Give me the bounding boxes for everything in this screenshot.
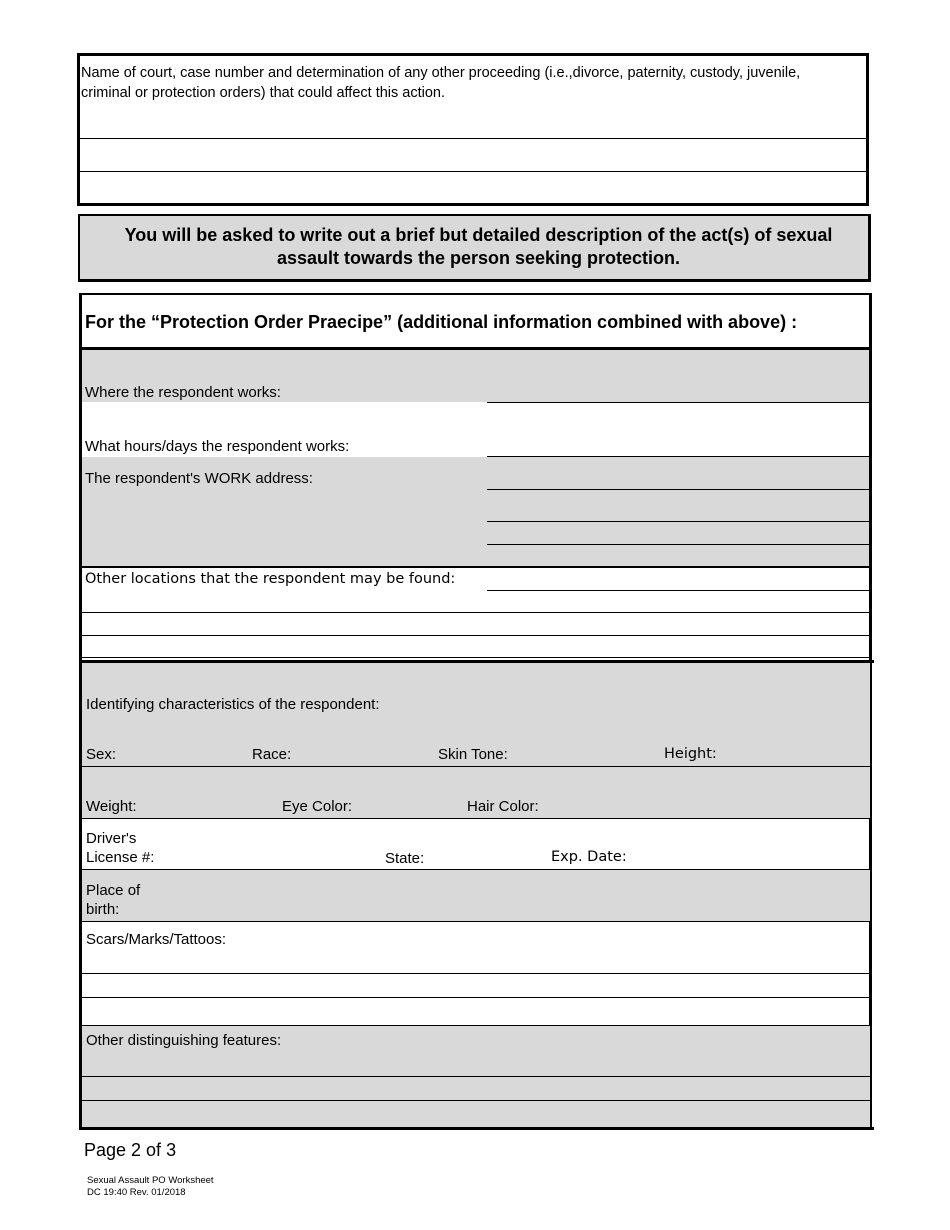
drivers-license-input[interactable] [162, 847, 377, 867]
chars-title: Identifying characteristics of the respondent: [86, 696, 380, 713]
other-locations-line-1 [487, 590, 870, 591]
other-features-line-2 [82, 1100, 870, 1101]
other-features-label: Other distinguishing features: [86, 1032, 282, 1049]
row-birth-rule [82, 921, 870, 922]
scars-input-2[interactable] [86, 977, 865, 995]
proceedings-label: Name of court, case number and determination of any other proceeding (i.e.,divorce, paternity, custody, juvenile, criminal or protection orders) that could affect this action. [81, 65, 801, 101]
other-locations-input-4[interactable] [86, 638, 865, 656]
height-label: Height: [664, 746, 717, 762]
other-features-input-1[interactable] [295, 1030, 865, 1050]
chars-top-rule [82, 660, 874, 663]
scars-line-3 [82, 1025, 870, 1026]
work-address-input-3[interactable] [490, 524, 865, 542]
work-address-line-1 [487, 489, 870, 490]
scars-line-2 [82, 997, 870, 998]
proceedings-input-1[interactable] [84, 112, 860, 136]
work-address-input-1[interactable] [490, 467, 865, 487]
other-locations-input-3[interactable] [86, 615, 865, 633]
weight-input[interactable] [142, 796, 272, 816]
where-works-line [487, 402, 870, 403]
other-locations-label: Other locations that the respondent may be found: [85, 571, 456, 587]
row-weight-rule [82, 818, 870, 819]
form-name: Sexual Assault PO Worksheet [87, 1175, 214, 1186]
place-of-birth-input[interactable] [150, 898, 865, 918]
drivers-license-label-2: License #: [86, 849, 155, 866]
other-locations-input-2[interactable] [86, 593, 865, 611]
state-input[interactable] [430, 847, 545, 867]
other-features-input-2[interactable] [86, 1080, 865, 1098]
work-address-line-2 [487, 521, 870, 522]
scars-line-1 [82, 973, 870, 974]
skin-tone-label: Skin Tone: [438, 746, 508, 763]
praecipe-top-border [79, 293, 872, 295]
other-locations-input-1[interactable] [490, 570, 865, 588]
praecipe-heading-rule [82, 347, 870, 350]
race-input[interactable] [296, 744, 431, 764]
scars-label: Scars/Marks/Tattoos: [86, 931, 227, 948]
hours-days-label: What hours/days the respondent works: [85, 438, 350, 455]
row-license-rule [82, 869, 870, 870]
skin-tone-input[interactable] [518, 744, 658, 764]
work-address-input-2[interactable] [490, 497, 865, 519]
scars-input-3[interactable] [86, 1001, 865, 1021]
proceedings-line-1 [80, 138, 867, 139]
proceedings-input-3[interactable] [84, 176, 860, 202]
hair-color-input[interactable] [545, 796, 865, 816]
sex-label: Sex: [86, 746, 117, 763]
place-of-birth-label-1: Place of [86, 882, 141, 899]
place-of-birth-label-2: birth: [86, 901, 120, 918]
row-sex-rule [82, 766, 870, 767]
proceedings-input-2[interactable] [84, 143, 860, 169]
eye-color-input[interactable] [358, 796, 458, 816]
other-locations-line-3 [82, 635, 870, 636]
work-address-label: The respondent's WORK address: [85, 470, 313, 487]
sex-input[interactable] [122, 744, 242, 764]
hair-color-label: Hair Color: [467, 798, 539, 815]
scars-input-1[interactable] [245, 929, 865, 949]
proceedings-line-2 [80, 171, 867, 172]
page-number: Page 2 of 3 [84, 1140, 177, 1160]
praecipe-bottom-border [79, 1127, 874, 1130]
where-works-input[interactable] [490, 380, 865, 400]
race-label: Race: [252, 746, 292, 763]
eye-color-label: Eye Color: [282, 798, 353, 815]
work-address-bottom-rule [82, 566, 870, 568]
exp-date-input[interactable] [628, 847, 865, 867]
drivers-license-label-1: Driver's [86, 830, 137, 847]
state-label: State: [385, 850, 425, 867]
praecipe-heading: For the “Protection Order Praecipe” (additional information combined with above) : [85, 312, 798, 332]
other-locations-line-2 [82, 612, 870, 613]
other-features-line-1 [82, 1076, 870, 1077]
exp-date-label: Exp. Date: [551, 849, 627, 865]
height-input[interactable] [720, 744, 865, 764]
weight-label: Weight: [86, 798, 137, 815]
form-code: DC 19:40 Rev. 01/2018 [87, 1187, 186, 1198]
hours-days-line [487, 456, 870, 457]
hours-days-input[interactable] [490, 434, 865, 454]
other-features-input-3[interactable] [86, 1104, 865, 1124]
work-address-line-3 [487, 544, 870, 545]
notice-text: You will be asked to write out a brief but detailed description of the act(s) of sexual assault towards the person seeking protection. [124, 225, 833, 268]
chars-shade-1 [82, 663, 870, 818]
where-works-label: Where the respondent works: [85, 384, 281, 401]
other-locations-line-4 [82, 657, 870, 658]
